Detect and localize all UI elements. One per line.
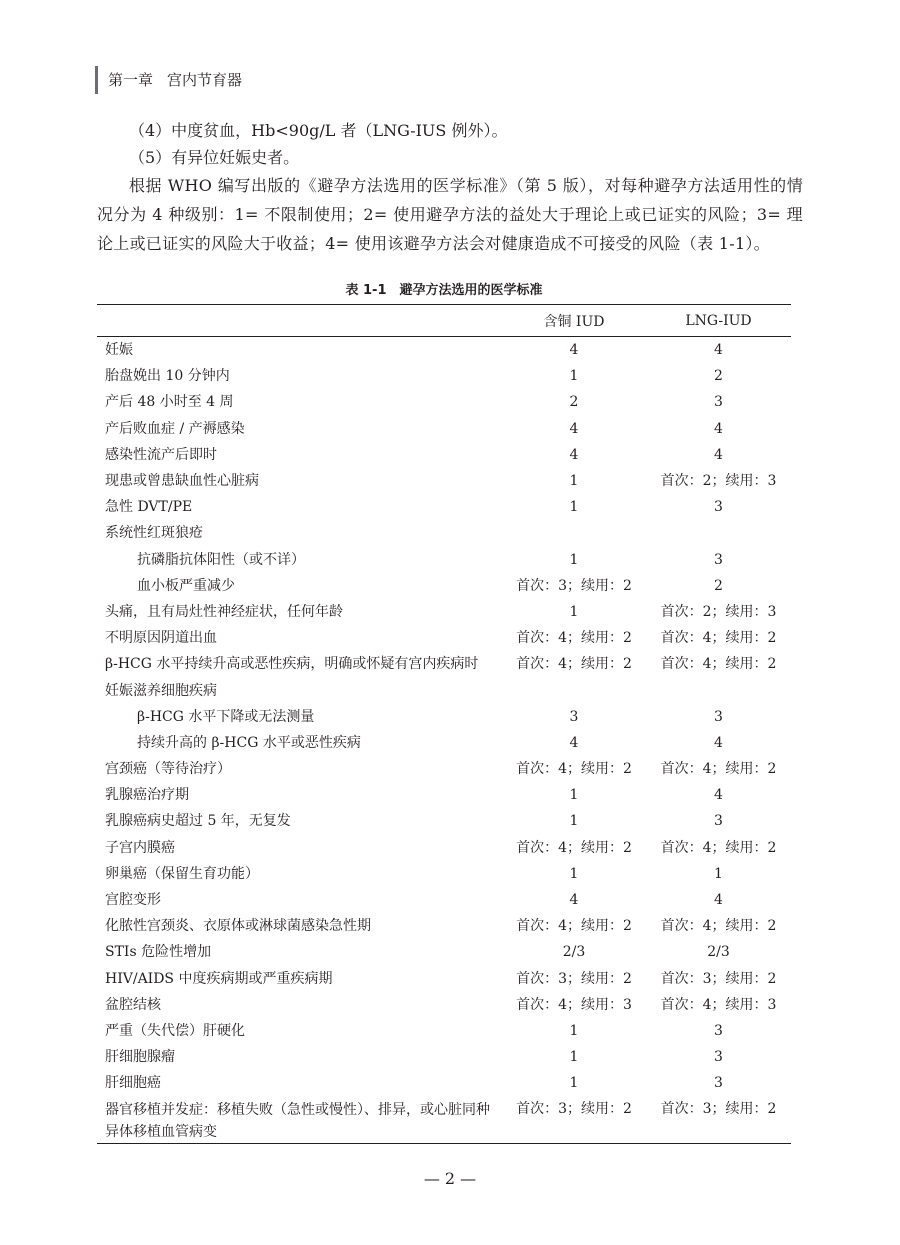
lng-iud-cell: 首次：4；续用：2	[660, 630, 777, 647]
lng-iud-cell	[646, 520, 791, 546]
condition-cell: 急性 DVT/PE	[105, 499, 193, 516]
cu-iud-cell: 首次：4；续用：3	[516, 996, 632, 1013]
cu-iud-cell: 1	[569, 1075, 579, 1092]
cu-iud-cell: 首次：4；续用：2	[516, 656, 632, 673]
condition-cell: 系统性红斑狼疮	[105, 525, 203, 542]
lng-iud-cell: 首次：4；续用：3	[660, 996, 777, 1013]
lng-iud-cell: 3	[714, 499, 723, 516]
lng-iud-cell: 首次：4；续用：2	[660, 918, 777, 935]
lng-iud-cell: 3	[714, 1049, 723, 1066]
cu-iud-cell: 首次：3；续用：2	[516, 970, 632, 987]
condition-cell: 头痛，且有局灶性神经症状，任何年龄	[105, 603, 343, 620]
table-row	[97, 442, 791, 468]
table-row	[97, 887, 791, 913]
cu-iud-cell: 首次：3；续用：2	[516, 1101, 632, 1118]
cu-iud-cell: 4	[569, 446, 579, 463]
paragraph-ectopic: （5）有异位妊娠史者。	[129, 148, 300, 167]
lng-iud-cell: 3	[714, 1075, 723, 1092]
table-row	[97, 756, 791, 782]
condition-cell: 卵巢癌（保留生育功能）	[105, 865, 259, 882]
table-row	[97, 1044, 791, 1070]
cu-iud-cell: 4	[569, 734, 579, 751]
table-row	[97, 730, 791, 756]
cu-iud-cell: 1	[569, 603, 579, 620]
lng-iud-cell: 首次：4；续用：2	[660, 839, 777, 856]
paragraph-anemia: （4）中度贫血，Hb<90g/L 者（LNG-IUS 例外）。	[129, 121, 508, 140]
cu-iud-cell: 4	[569, 342, 579, 359]
table-row	[97, 547, 791, 573]
cu-iud-cell: 1	[569, 1049, 579, 1066]
condition-cell: 抗磷脂抗体阳性（或不详）	[137, 551, 305, 568]
condition-cell: 宫颈癌（等待治疗）	[105, 761, 231, 778]
table-row	[97, 782, 791, 808]
table-row	[97, 1018, 791, 1044]
lng-iud-cell: 首次：2；续用：3	[660, 603, 777, 620]
cu-iud-cell: 2	[569, 394, 579, 411]
condition-cell: 肝细胞癌	[105, 1075, 161, 1092]
condition-cell: β-HCG 水平下降或无法测量	[137, 708, 315, 725]
cu-iud-cell: 1	[569, 813, 579, 830]
cu-iud-cell: 1	[569, 473, 579, 490]
condition-cell: STIs 危险性增加	[105, 944, 212, 961]
cu-iud-cell: 首次：3；续用：2	[516, 577, 632, 594]
lng-iud-cell: 3	[714, 394, 723, 411]
lng-iud-cell	[646, 677, 791, 703]
table-row	[97, 1070, 791, 1096]
lng-iud-cell: 首次：3；续用：2	[660, 1101, 777, 1118]
column-header-cu-iud: 含铜 IUD	[543, 313, 605, 330]
cu-iud-cell: 4	[569, 420, 579, 437]
table-row	[97, 1096, 791, 1144]
cu-iud-cell: 首次：4；续用：2	[516, 630, 632, 647]
lng-iud-cell: 3	[714, 813, 723, 830]
condition-cell: 胎盘娩出 10 分钟内	[105, 368, 230, 385]
table-row	[97, 913, 791, 939]
cu-iud-cell: 1	[569, 1022, 579, 1039]
condition-cell: 不明原因阴道出血	[105, 630, 217, 647]
cu-iud-cell: 首次：4；续用：2	[516, 918, 632, 935]
lng-iud-cell: 1	[714, 865, 723, 882]
condition-cell: 产后败血症 / 产褥感染	[105, 420, 245, 437]
lng-iud-cell: 4	[714, 342, 723, 359]
medical-criteria-table	[97, 304, 791, 1144]
lng-iud-cell: 4	[714, 787, 723, 804]
table-row	[97, 494, 791, 520]
condition-cell: 持续升高的 β-HCG 水平或恶性疾病	[137, 734, 361, 751]
cu-iud-cell: 首次：4；续用：2	[516, 839, 632, 856]
table-row	[97, 677, 791, 703]
cu-iud-cell: 1	[569, 368, 579, 385]
condition-cell: 妊娠滋养细胞疾病	[105, 682, 217, 699]
lng-iud-cell: 3	[714, 551, 723, 568]
cu-iud-cell: 1	[569, 865, 579, 882]
lng-iud-cell: 2/3	[707, 944, 730, 961]
table-row	[97, 939, 791, 965]
table-row	[97, 573, 791, 599]
lng-iud-cell: 4	[714, 420, 723, 437]
condition-cell: 宫腔变形	[105, 892, 161, 909]
condition-cell: 子宫内膜癌	[105, 839, 175, 856]
table-row	[97, 704, 791, 730]
lng-iud-cell: 2	[714, 368, 723, 385]
table-row	[97, 966, 791, 992]
lng-iud-cell: 首次：2；续用：3	[660, 473, 777, 490]
page-number: — 2 —	[423, 1169, 477, 1188]
condition-cell: 现患或曾患缺血性心脏病	[105, 473, 259, 490]
condition-cell: 化脓性宫颈炎、衣原体或淋球菌感染急性期	[105, 918, 371, 935]
running-header	[95, 66, 242, 94]
lng-iud-cell: 3	[714, 708, 723, 725]
lng-iud-cell: 4	[714, 892, 723, 909]
table-row	[97, 468, 791, 494]
paragraph-who-criteria: 根据 WHO 编写出版的《避孕方法选用的医学标准》（第 5 版），对每种避孕方法适用性的情况分为 4 种级别：1= 不限制使用；2= 使用避孕方法的益处大于理论上或已证实的风险；3= 理论上或已证实的风险大于收益；4= 使用该避孕方法会对健康造成不可接受的风险（表 1-1）。	[97, 176, 803, 253]
cu-iud-cell: 首次：4；续用：2	[516, 761, 632, 778]
table-header-row	[97, 305, 791, 337]
condition-cell: 器官移植并发症：移植失败（急性或慢性）、排异，或心脏同种异体移植血管病变	[105, 1102, 490, 1141]
table-row	[97, 416, 791, 442]
condition-cell: 血小板严重减少	[137, 577, 235, 594]
lng-iud-cell: 2	[714, 577, 723, 594]
table-row	[97, 363, 791, 389]
condition-cell: β-HCG 水平持续升高或恶性疾病，明确或怀疑有宫内疾病时	[105, 656, 479, 673]
table-caption: 表 1-1 避孕方法选用的医学标准	[345, 283, 543, 298]
table-row	[97, 599, 791, 625]
condition-cell: 妊娠	[105, 342, 133, 359]
condition-cell: 盆腔结核	[105, 996, 161, 1013]
cu-iud-cell: 3	[569, 708, 579, 725]
cu-iud-cell: 1	[569, 787, 579, 804]
lng-iud-cell: 首次：4；续用：2	[660, 656, 777, 673]
table-row	[97, 520, 791, 546]
cu-iud-cell: 4	[569, 892, 579, 909]
lng-iud-cell: 4	[714, 446, 723, 463]
table-row	[97, 835, 791, 861]
cu-iud-cell	[502, 677, 646, 703]
cu-iud-cell: 2/3	[562, 944, 586, 961]
condition-cell: HIV/AIDS 中度疾病期或严重疾病期	[105, 970, 333, 987]
condition-cell: 产后 48 小时至 4 周	[105, 394, 234, 411]
cu-iud-cell: 1	[569, 551, 579, 568]
table-row	[97, 861, 791, 887]
condition-cell: 乳腺癌病史超过 5 年，无复发	[105, 813, 291, 830]
column-header-condition	[97, 305, 502, 337]
table-row	[97, 337, 791, 364]
lng-iud-cell: 首次：4；续用：2	[660, 761, 777, 778]
cu-iud-cell: 1	[569, 499, 579, 516]
table-row	[97, 625, 791, 651]
condition-cell: 乳腺癌治疗期	[105, 787, 189, 804]
column-header-lng-iud: LNG-IUD	[685, 312, 752, 329]
lng-iud-cell: 3	[714, 1022, 723, 1039]
lng-iud-cell: 首次：3；续用：2	[660, 970, 777, 987]
condition-cell: 严重（失代偿）肝硬化	[105, 1022, 245, 1039]
table-row	[97, 808, 791, 834]
table-row	[97, 389, 791, 415]
chapter-label: 第一章	[108, 71, 154, 89]
table-row	[97, 651, 791, 677]
condition-cell: 感染性流产后即时	[105, 446, 217, 463]
table-row	[97, 992, 791, 1018]
section-label: 宫内节育器	[167, 71, 243, 89]
condition-cell: 肝细胞腺瘤	[105, 1049, 175, 1066]
cu-iud-cell	[502, 520, 646, 546]
lng-iud-cell: 4	[714, 734, 723, 751]
